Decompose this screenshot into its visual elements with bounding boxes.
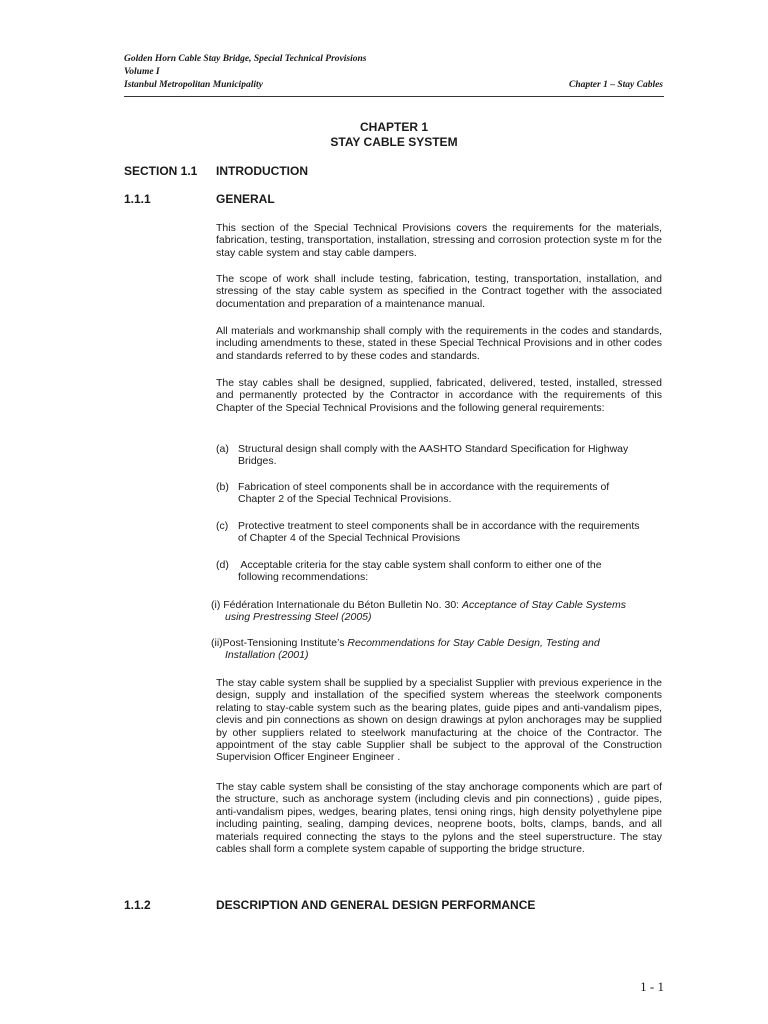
header-chapter-ref: Chapter 1 – Stay Cables xyxy=(569,80,663,90)
list-item-text: Protective treatment to steel components shall be in accordance with the requirements xyxy=(238,520,640,532)
sub-list-item-title: Recommendations for Stay Cable Design, Testing and xyxy=(347,637,600,649)
subsection-number: 1.1.1 xyxy=(124,192,151,206)
paragraph: The stay cable system shall be consisting of the stay anchorage components which are part of the structure, such as anchorage system (including clevis and pin connections) , guide pipes, anti-vandalism pipes, wedges, bearing plates, tensi oning rings, high density polyethylene pipe including painting, sealing, damping devices, neoprene boots, bolts, clamps, bands, and all materials required connecting the stays to the pylons and the steel superstructure. The stay cables shall form a complete system capable of supporting the bridge structure. xyxy=(216,781,662,856)
section-number: SECTION 1.1 xyxy=(124,164,198,178)
chapter-number: CHAPTER 1 xyxy=(359,120,428,134)
sub-list-item xyxy=(211,637,663,662)
list-item-text-cont: of Chapter 4 of the Special Technical Provisions xyxy=(238,532,461,545)
sub-list-item-text: Fédération Internationale du Béton Bulletin No. 30: xyxy=(223,599,462,611)
list-item-text: Fabrication of steel components shall be in accordance with the requirements of xyxy=(238,481,610,493)
list-item-label: (a) xyxy=(216,443,229,455)
header-title: Golden Horn Cable Stay Bridge, Special Technical Provisions xyxy=(124,54,367,64)
sub-list-item xyxy=(211,599,663,624)
header-volume: Volume I xyxy=(124,67,160,77)
list-item-text: Structural design shall comply with the AASHTO Standard Specification for Highway xyxy=(238,443,629,455)
paragraph: The stay cables shall be designed, supplied, fabricated, delivered, tested, installed, stressed and permanently protected by the Contractor in accordance with the requirements of this Chapter of the Special Technical Provisions and the following general requirements: xyxy=(216,377,662,414)
sub-list-item-title-cont: Installation (2001) xyxy=(225,649,309,662)
list-item-label: (c) xyxy=(216,520,229,532)
list-item xyxy=(216,481,662,506)
sub-list-item-title-cont: using Prestressing Steel (2005) xyxy=(225,611,372,624)
subsection-title: DESCRIPTION AND GENERAL DESIGN PERFORMANCE xyxy=(216,898,536,912)
paragraph: All materials and workmanship shall comply with the requirements in the codes and standards, including amendments to these, stated in these Special Technical Provisions and in other codes and standards referred to by these codes and standards. xyxy=(216,325,662,362)
list-item-text: Acceptable criteria for the stay cable system shall conform to either one of the xyxy=(238,559,602,571)
list-item-label: (d) xyxy=(216,559,229,571)
page-number: 1 - 1 xyxy=(640,979,664,994)
sub-list-item-label: (ii) xyxy=(211,637,223,649)
header-divider xyxy=(124,96,664,97)
list-item xyxy=(216,443,662,468)
list-item xyxy=(216,559,662,584)
subsection-title: GENERAL xyxy=(216,192,275,206)
sub-list-item-label: (i) xyxy=(211,599,221,611)
running-header xyxy=(124,53,663,92)
list-item-text-cont: following recommendations: xyxy=(238,571,369,584)
list-item-label: (b) xyxy=(216,481,229,493)
sub-list-item-text: Post-Tensioning Institute’s xyxy=(222,637,348,649)
header-owner: Istanbul Metropolitan Municipality xyxy=(124,80,263,90)
chapter-title: STAY CABLE SYSTEM xyxy=(330,135,458,149)
chapter-heading xyxy=(124,120,664,150)
list-item-text-cont: Bridges. xyxy=(238,455,277,468)
paragraph: This section of the Special Technical Provisions covers the requirements for the materials, fabrication, testing, transportation, installation, stressing and corrosion protection syste m for the stay cable system and stay cable dampers. xyxy=(216,222,662,259)
paragraph: The stay cable system shall be supplied by a specialist Supplier with previous experience in the design, supply and installation of the specified system whereas the steelwork components relating to stay-cable system such as the bearing plates, guide pipes and anti-vandalism pipes, clevis and pin connections as shown on design drawings at pylon anchorages may be supplied by other suppliers related to steelwork manufacturing at the choice of the Contractor. The appointment of the stay cable Supplier shall be subject to the approval of the Construction Supervision Officer Engineer Engineer . xyxy=(216,677,662,764)
sub-list-item-title: Acceptance of Stay Cable Systems xyxy=(462,599,626,611)
subsection-number: 1.1.2 xyxy=(124,898,151,912)
list-item xyxy=(216,520,662,545)
list-item-text-cont: Chapter 2 of the Special Technical Provisions. xyxy=(238,493,452,506)
paragraph: The scope of work shall include testing, fabrication, testing, transportation, installation, and stressing of the stay cable system as specified in the Contract together with the associated documentation and preparation of a maintenance manual. xyxy=(216,273,662,310)
section-title: INTRODUCTION xyxy=(216,164,308,178)
